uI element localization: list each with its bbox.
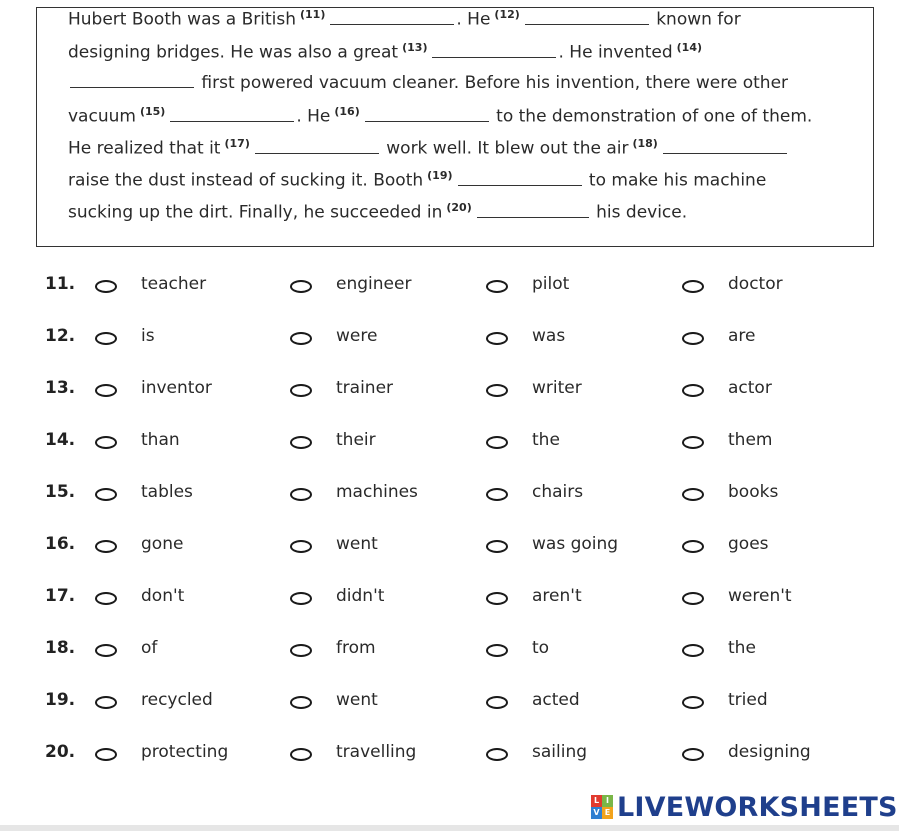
answer-option-label: chairs [532,482,584,502]
answer-option-label: went [336,690,378,710]
answer-option-label: didn't [336,586,385,606]
radio-button-icon[interactable] [290,696,312,709]
answer-option-label: inventor [141,378,212,398]
answer-blank[interactable] [365,120,489,122]
passage-line [68,201,687,223]
answer-blank[interactable] [330,23,454,25]
question-row [0,322,899,352]
radio-button-icon[interactable] [486,748,508,761]
question-number: 11. [45,274,76,294]
answer-blank[interactable] [170,120,294,122]
question-row [0,478,899,508]
passage-line [68,169,766,191]
radio-button-icon[interactable] [95,436,117,449]
radio-button-icon[interactable] [290,540,312,553]
answer-blank[interactable] [663,152,787,154]
answer-option-label: recycled [141,690,213,710]
answer-option-label: was going [532,534,619,554]
question-row [0,270,899,300]
answer-option-label: than [141,430,180,450]
radio-button-icon[interactable] [682,644,704,657]
radio-button-icon[interactable] [486,488,508,501]
answer-option-label: from [336,638,376,658]
answer-option-label: to [532,638,550,658]
question-row [0,426,899,456]
answer-option-label: went [336,534,378,554]
passage-text: . He [296,106,331,127]
radio-button-icon[interactable] [682,280,704,293]
logo-mark-cell: L [591,795,602,807]
blank-number: (16) [334,105,360,118]
question-number: 16. [45,534,76,554]
question-number: 14. [45,430,76,450]
blank-number: (20) [446,201,472,214]
radio-button-icon[interactable] [95,748,117,761]
answer-option-label: was [532,326,566,346]
radio-button-icon[interactable] [290,384,312,397]
answer-option-label: them [728,430,773,450]
radio-button-icon[interactable] [486,644,508,657]
answer-option-label: is [141,326,155,346]
answer-option-label: actor [728,378,772,398]
passage-text: vacuum [68,106,136,127]
passage-text: known for [650,9,741,30]
blank-number: (14) [676,41,703,54]
radio-button-icon[interactable] [290,644,312,657]
passage-line [68,8,741,30]
answer-option-label: weren't [728,586,792,606]
passage-text: designing bridges. He was also a great [68,42,399,63]
liveworksheets-logo [591,789,898,825]
passage-line [68,137,789,159]
answer-option-label: tried [728,690,768,710]
radio-button-icon[interactable] [95,384,117,397]
blank-number: (19) [427,169,453,182]
passage-text: first powered vacuum cleaner. Before his invention, there were other [196,73,789,93]
question-number: 15. [45,482,76,502]
answer-blank[interactable] [525,23,649,25]
answer-option-label: teacher [141,274,207,294]
logo-mark-cell: I [602,795,613,807]
answer-option-label: gone [141,534,184,554]
radio-button-icon[interactable] [486,280,508,293]
radio-button-icon[interactable] [95,488,117,501]
answer-option-label: pilot [532,274,570,294]
answer-option-label: travelling [336,742,417,762]
answer-option-label: their [336,430,376,450]
logo-text: LIVEWORKSHEETS [617,791,898,823]
question-number: 12. [45,326,76,346]
radio-button-icon[interactable] [682,748,704,761]
radio-button-icon[interactable] [95,280,117,293]
passage-text: Hubert Booth was a British [68,9,296,30]
passage-box [36,7,874,247]
radio-button-icon[interactable] [290,592,312,605]
question-row [0,686,899,716]
radio-button-icon[interactable] [95,540,117,553]
blank-number: (18) [632,137,658,150]
radio-button-icon[interactable] [486,540,508,553]
answer-option-label: aren't [532,586,582,606]
answer-option-label: writer [532,378,582,398]
radio-button-icon[interactable] [95,644,117,657]
passage-text: to the demonstration of one of them. [490,106,813,127]
question-row [0,530,899,560]
radio-button-icon[interactable] [486,436,508,449]
radio-button-icon[interactable] [486,332,508,345]
answer-option-label: tables [141,482,193,502]
blank-number: (12) [494,8,520,21]
passage-text: . He invented [558,42,673,63]
radio-button-icon[interactable] [682,696,704,709]
radio-button-icon[interactable] [290,332,312,345]
passage-text: work well. It blew out the air [380,138,629,159]
answer-blank[interactable] [70,86,194,88]
answer-blank[interactable] [458,184,582,186]
question-number: 18. [45,638,76,658]
answer-option-label: don't [141,586,185,606]
passage-text: to make his machine [583,170,767,191]
radio-button-icon[interactable] [682,592,704,605]
page-bottom-bar [0,825,899,831]
radio-button-icon[interactable] [486,592,508,605]
question-row [0,582,899,612]
answer-option-label: doctor [728,274,783,294]
passage-text: He realized that it [68,138,221,159]
answer-option-label: the [728,638,756,658]
answer-option-label: the [532,430,560,450]
radio-button-icon[interactable] [486,696,508,709]
answer-option-label: of [141,638,158,658]
answer-option-label: are [728,326,756,346]
radio-button-icon[interactable] [95,332,117,345]
answer-blank[interactable] [255,152,379,154]
passage-line [68,105,812,127]
logo-mark-icon [591,795,613,819]
question-number: 20. [45,742,76,762]
blank-number: (15) [139,105,166,118]
blank-number: (17) [224,137,250,150]
answer-blank[interactable] [477,216,589,218]
passage-text: sucking up the dirt. Finally, he succeeded in [68,202,443,223]
blank-number: (11) [299,8,326,21]
question-row [0,738,899,768]
answer-option-label: acted [532,690,580,710]
radio-button-icon[interactable] [682,384,704,397]
radio-button-icon[interactable] [95,696,117,709]
question-row [0,374,899,404]
answer-option-label: engineer [336,274,412,294]
answer-option-label: sailing [532,742,588,762]
passage-text: . He [456,9,491,30]
radio-button-icon[interactable] [290,436,312,449]
question-number: 17. [45,586,76,606]
radio-button-icon[interactable] [682,436,704,449]
question-number: 13. [45,378,76,398]
radio-button-icon[interactable] [290,280,312,293]
radio-button-icon[interactable] [290,488,312,501]
blank-number: (13) [402,41,428,54]
answer-option-label: books [728,482,779,502]
logo-mark-cell: E [602,807,613,819]
radio-button-icon[interactable] [95,592,117,605]
radio-button-icon[interactable] [486,384,508,397]
radio-button-icon[interactable] [290,748,312,761]
radio-button-icon[interactable] [682,540,704,553]
radio-button-icon[interactable] [682,332,704,345]
radio-button-icon[interactable] [682,488,704,501]
question-number: 19. [45,690,76,710]
answer-option-label: protecting [141,742,229,762]
answer-option-label: were [336,326,378,346]
passage-text: raise the dust instead of sucking it. Booth [68,170,424,191]
answer-option-label: goes [728,534,769,554]
passage-line [68,73,788,93]
question-row [0,634,899,664]
passage-text: his device. [590,202,688,223]
answer-option-label: trainer [336,378,394,398]
logo-mark-cell: V [591,807,602,819]
answer-blank[interactable] [432,56,556,58]
answer-option-label: designing [728,742,811,762]
answer-option-label: machines [336,482,418,502]
passage-line [68,41,705,63]
